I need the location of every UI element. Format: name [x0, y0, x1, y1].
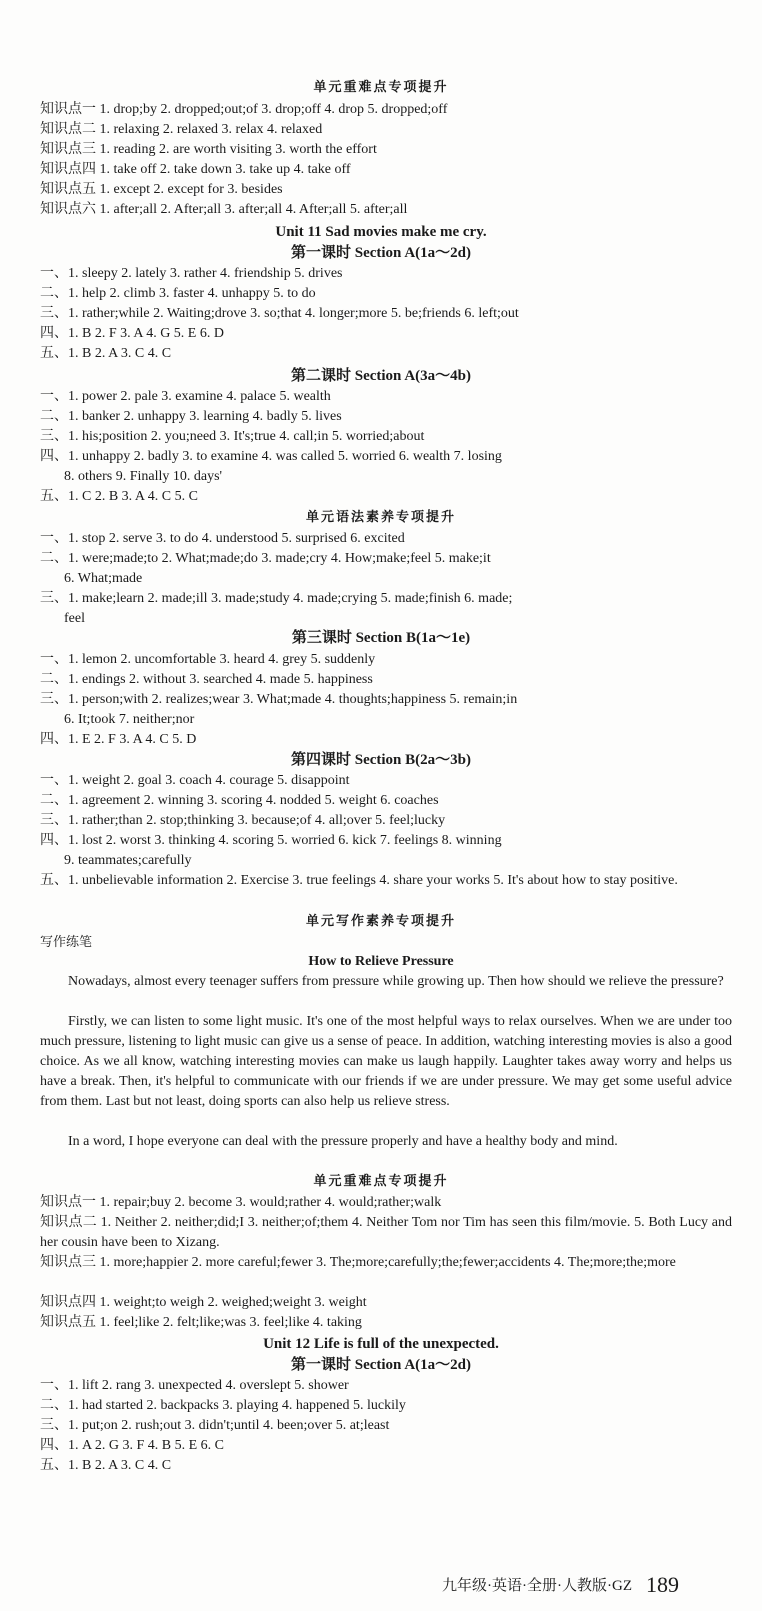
answer-line: 二、1. were;made;to 2. What;made;do 3. made;cry 4. How;make;feel 5. make;it	[40, 551, 491, 566]
answer-line: 知识点二 1. relaxing 2. relaxed 3. relax 4. relaxed	[40, 122, 323, 137]
answer-line: 知识点二 1. Neither 2. neither;did;I 3. neither;of;them 4. Neither Tom nor Tim has seen this film/movie. 5. Both Lucy and her cousin have been to Xizang.	[40, 1215, 732, 1250]
lesson-title: 第二课时 Section A(3a～4b)	[290, 368, 471, 384]
lesson-title: 第三课时 Section B(1a～1e)	[291, 630, 471, 646]
answer-line: 知识点六 1. after;all 2. After;all 3. after;all 4. After;all 5. after;all	[40, 202, 408, 217]
footer-text: 九年级·英语·全册·人教版·GZ	[442, 1578, 632, 1594]
answer-line: 四、1. lost 2. worst 3. thinking 4. scoring 5. worried 6. kick 7. feelings 8. winning	[40, 833, 502, 848]
answer-line-cont: 6. What;made	[64, 571, 143, 586]
essay-title: How to Relieve Pressure	[308, 954, 454, 969]
section-header: 单元语法素养专项提升	[305, 510, 456, 525]
answer-line-cont: 8. others 9. Finally 10. days'	[64, 469, 223, 484]
answer-line: 四、1. unhappy 2. badly 3. to examine 4. was called 5. worried 6. wealth 7. losing	[40, 449, 502, 464]
answer-line: 二、1. had started 2. backpacks 3. playing 4. happened 5. luckily	[40, 1398, 406, 1413]
answer-line: 五、1. unbelievable information 2. Exercise 3. true feelings 4. share your works 5. It's about how to stay positive.	[40, 873, 678, 888]
essay-paragraph: Firstly, we can listen to some light music. It's one of the most helpful ways to relax ourselves. When we are under too much pressure, listening to light music can give us a sense of peace. In addition, watching interesting movies is also a good choice. As we all know, watching interesting movies can make us laugh happily. Laughter takes away worry and helps us have a break. Then, it's helpful to communicate with our friends if we are under pressure. We may get some useful advice from them. Last but not least, doing sports can also help us relieve stress.	[40, 1014, 732, 1109]
answer-line: 五、1. C 2. B 3. A 4. C 5. C	[40, 489, 198, 504]
unit-title: Unit 11 Sad movies make me cry.	[275, 224, 487, 240]
answer-line-cont: 9. teammates;carefully	[64, 853, 192, 868]
answer-line: 知识点五 1. except 2. except for 3. besides	[40, 182, 283, 197]
answer-line: 知识点四 1. weight;to weigh 2. weighed;weight 3. weight	[40, 1295, 367, 1310]
answer-line: 二、1. endings 2. without 3. searched 4. made 5. happiness	[40, 672, 373, 687]
answer-line: 知识点五 1. feel;like 2. felt;like;was 3. feel;like 4. taking	[40, 1315, 362, 1330]
answer-line: 二、1. banker 2. unhappy 3. learning 4. badly 5. lives	[40, 409, 342, 424]
answer-line: 知识点三 1. more;happier 2. more careful;fewer 3. The;more;carefully;the;fewer;accidents 4. The;more;the;more	[40, 1255, 676, 1270]
answer-line: 三、1. rather;while 2. Waiting;drove 3. so;that 4. longer;more 5. be;friends 6. left;out	[40, 306, 519, 321]
answer-line: 一、1. power 2. pale 3. examine 4. palace 5. wealth	[40, 389, 331, 404]
answer-line-cont: 6. It;took 7. neither;nor	[64, 712, 195, 727]
answer-line: 三、1. rather;than 2. stop;thinking 3. because;of 4. all;over 5. feel;lucky	[40, 813, 446, 828]
essay-paragraph: Nowadays, almost every teenager suffers from pressure while growing up. Then how should we relieve the pressure?	[68, 974, 724, 989]
page-number: 189	[645, 1572, 679, 1597]
answer-line: 三、1. person;with 2. realizes;wear 3. What;made 4. thoughts;happiness 5. remain;in	[40, 692, 518, 707]
answer-line-cont: feel	[64, 611, 85, 626]
answer-line: 一、1. lemon 2. uncomfortable 3. heard 4. grey 5. suddenly	[40, 652, 376, 667]
lesson-title: 第一课时 Section A(1a～2d)	[290, 1357, 471, 1373]
lesson-title: 第四课时 Section B(2a～3b)	[290, 752, 471, 768]
section-header: 单元重难点专项提升	[313, 80, 449, 95]
answer-line: 四、1. E 2. F 3. A 4. C 5. D	[40, 732, 197, 747]
essay-paragraph: In a word, I hope everyone can deal with the pressure properly and have a healthy body and mind.	[68, 1134, 618, 1149]
section-header: 单元重难点专项提升	[313, 1174, 449, 1189]
section-header: 单元写作素养专项提升	[305, 914, 456, 929]
answer-line: 二、1. help 2. climb 3. faster 4. unhappy 5. to do	[40, 286, 316, 301]
answer-line: 一、1. weight 2. goal 3. coach 4. courage 5. disappoint	[40, 773, 350, 788]
answer-line: 五、1. B 2. A 3. C 4. C	[40, 1458, 172, 1473]
answer-line: 知识点一 1. drop;by 2. dropped;out;of 3. drop;off 4. drop 5. dropped;off	[40, 102, 448, 117]
answer-line: 知识点四 1. take off 2. take down 3. take up 4. take off	[40, 162, 351, 177]
answer-line: 一、1. sleepy 2. lately 3. rather 4. friendship 5. drives	[40, 266, 343, 281]
answer-line: 一、1. lift 2. rang 3. unexpected 4. overslept 5. shower	[40, 1378, 349, 1393]
answer-line: 四、1. A 2. G 3. F 4. B 5. E 6. C	[40, 1438, 224, 1453]
answer-line: 一、1. stop 2. serve 3. to do 4. understood 5. surprised 6. excited	[40, 531, 405, 546]
answer-line: 三、1. his;position 2. you;need 3. It's;true 4. call;in 5. worried;about	[40, 429, 425, 444]
lesson-title: 第一课时 Section A(1a～2d)	[290, 245, 471, 261]
writing-label: 写作练笔	[40, 935, 93, 950]
answer-line: 知识点三 1. reading 2. are worth visiting 3. worth the effort	[40, 142, 377, 157]
answer-line: 五、1. B 2. A 3. C 4. C	[40, 346, 172, 361]
answer-line: 二、1. agreement 2. winning 3. scoring 4. nodded 5. weight 6. coaches	[40, 793, 439, 808]
answer-line: 知识点一 1. repair;buy 2. become 3. would;rather 4. would;rather;walk	[40, 1195, 442, 1210]
unit-title: Unit 12 Life is full of the unexpected.	[263, 1336, 499, 1352]
page-footer	[442, 1572, 679, 1598]
answer-line: 四、1. B 2. F 3. A 4. G 5. E 6. D	[40, 326, 224, 341]
answer-line: 三、1. put;on 2. rush;out 3. didn't;until 4. been;over 5. at;least	[40, 1418, 390, 1433]
answer-line: 三、1. make;learn 2. made;ill 3. made;study 4. made;crying 5. made;finish 6. made;	[40, 591, 513, 606]
